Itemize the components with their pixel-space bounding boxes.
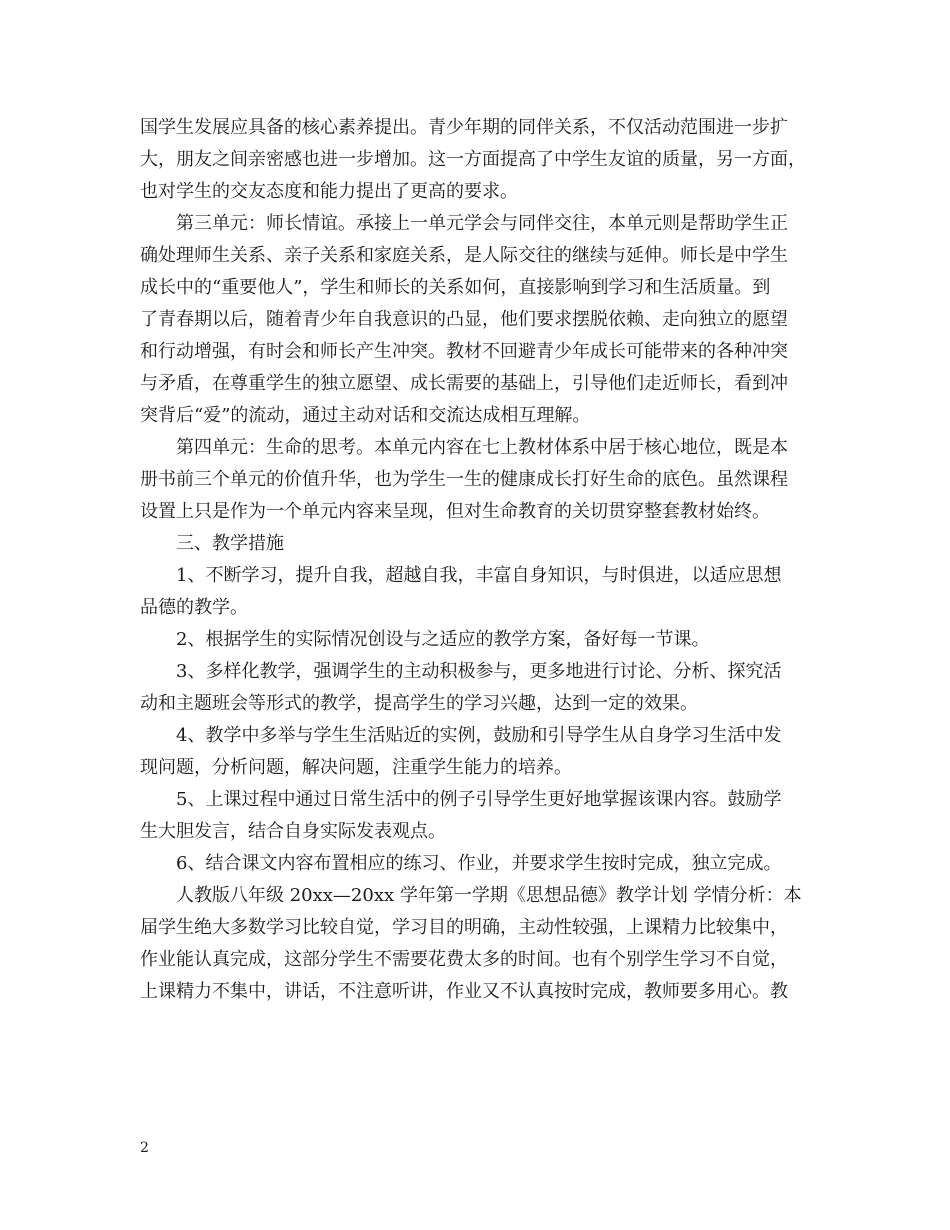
text-line: 第四单元：生命的思考。本单元内容在七上教材体系中居于核心地位，既是本	[140, 437, 788, 458]
body-text	[140, 112, 830, 1008]
text-line: 和行动增强，有时会和师长产生冲突。教材不回避青少年成长可能带来的各种冲突	[140, 341, 788, 362]
text-line: 册书前三个单元的价值升华，也为学生一生的健康成长打好生命的底色。虽然课程	[140, 469, 788, 490]
text-line: 生大胆发言，结合自身实际发表观点。	[140, 821, 446, 842]
text-line: 人教版八年级 20xx—20xx 学年第一学期《思想品德》教学计划 学情分析：本	[140, 885, 802, 906]
text-line: 了青春期以后，随着青少年自我意识的凸显，他们要求摆脱依赖、走向独立的愿望	[140, 309, 788, 330]
text-line: 第三单元：师长情谊。承接上一单元学会与同伴交往，本单元则是帮助学生正	[140, 213, 788, 234]
text-line: 作业能认真完成，这部分学生不需要花费太多的时间。也有个别学生学习不自觉，	[140, 949, 788, 970]
page-number: 2	[140, 1140, 149, 1156]
text-line: 1、不断学习，提升自我，超越自我，丰富自身知识，与时俱进，以适应思想	[140, 565, 782, 586]
text-line: 也对学生的交友态度和能力提出了更高的要求。	[140, 181, 518, 202]
section-heading: 三、教学措施	[140, 533, 284, 554]
text-line: 突背后“爱”的流动，通过主动对话和交流达成相互理解。	[140, 405, 591, 426]
text-line: 6、结合课文内容布置相应的练习、作业，并要求学生按时完成，独立完成。	[140, 853, 782, 874]
text-line: 4、教学中多举与学生生活贴近的实例，鼓励和引导学生从自身学习生活中发	[140, 725, 782, 746]
text-line: 2、根据学生的实际情况创设与之适应的教学方案，备好每一节课。	[140, 629, 710, 650]
text-line: 动和主题班会等形式的教学，提高学生的学习兴趣，达到一定的效果。	[140, 693, 698, 714]
text-line: 届学生绝大多数学习比较自觉，学习目的明确，主动性较强，上课精力比较集中，	[140, 917, 788, 938]
text-line: 上课精力不集中，讲话，不注意听讲，作业又不认真按时完成，教师要多用心。教	[140, 981, 788, 1002]
text-line: 确处理师生关系、亲子关系和家庭关系，是人际交往的继续与延伸。师长是中学生	[140, 245, 788, 266]
text-line: 大，朋友之间亲密感也进一步增加。这一方面提高了中学生友谊的质量，另一方面，	[140, 149, 806, 170]
text-line: 与矛盾，在尊重学生的独立愿望、成长需要的基础上，引导他们走近师长，看到冲	[140, 373, 788, 394]
text-line: 国学生发展应具备的核心素养提出。青少年期的同伴关系，不仅活动范围进一步扩	[140, 117, 788, 138]
text-line: 3、多样化教学，强调学生的主动积极参与，更多地进行讨论、分析、探究活	[140, 661, 782, 682]
text-line: 设置上只是作为一个单元内容来呈现，但对生命教育的关切贯穿整套教材始终。	[140, 501, 770, 522]
text-line: 品德的教学。	[140, 597, 248, 618]
text-line: 现问题，分析问题，解决问题，注重学生能力的培养。	[140, 757, 572, 778]
text-line: 成长中的“重要他人”，学生和师长的关系如何，直接影响到学习和生活质量。到	[140, 277, 771, 298]
text-line: 5、上课过程中通过日常生活中的例子引导学生更好地掌握该课内容。鼓励学	[140, 789, 782, 810]
